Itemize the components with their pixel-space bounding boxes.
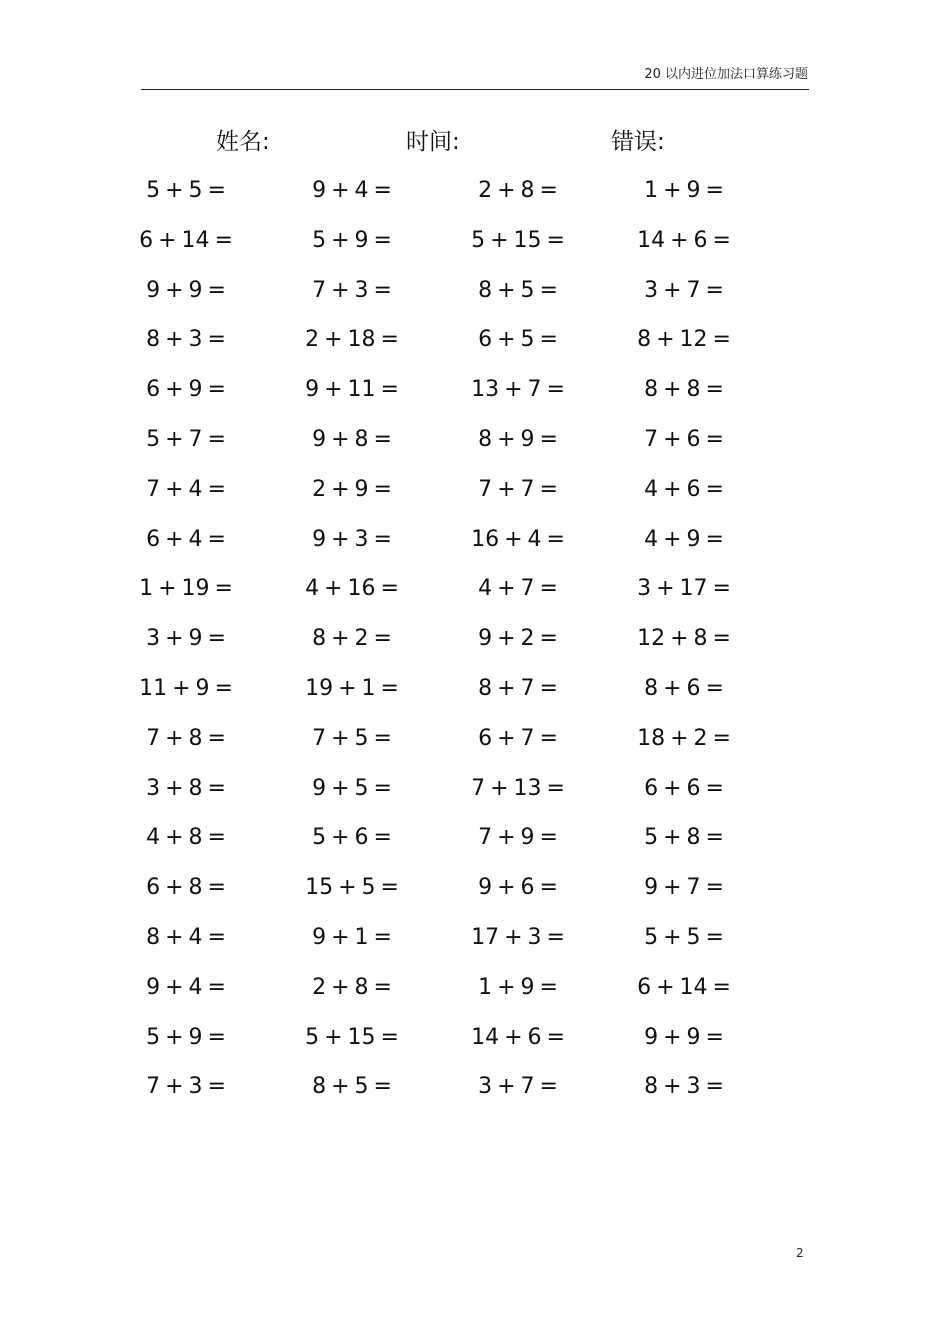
problem-item: 8 + 2 = — [312, 626, 392, 652]
problem-item: 6 + 14 = — [637, 974, 731, 1000]
problem-item: 6 + 7 = — [478, 725, 558, 751]
problem-item: 6 + 8 = — [146, 875, 226, 901]
problem-item: 1 + 19 = — [139, 576, 233, 602]
problem-item: 11 + 9 = — [139, 675, 233, 701]
problem-item: 9 + 5 = — [312, 775, 392, 801]
problem-row — [0, 919, 950, 969]
problem-item: 3 + 17 = — [637, 576, 731, 602]
problem-item: 6 + 5 = — [478, 327, 558, 353]
problem-item: 8 + 4 = — [146, 924, 226, 950]
problem-item: 5 + 6 = — [312, 825, 392, 851]
problem-item: 6 + 6 = — [644, 775, 724, 801]
time-label: 时间: — [406, 129, 460, 155]
problem-item: 8 + 3 = — [146, 327, 226, 353]
problem-row — [0, 521, 950, 571]
problem-item: 3 + 8 = — [146, 775, 226, 801]
problem-item: 7 + 7 = — [478, 476, 558, 502]
problem-item: 2 + 8 = — [312, 974, 392, 1000]
problem-item: 8 + 8 = — [644, 377, 724, 403]
problem-item: 8 + 6 = — [644, 675, 724, 701]
problem-item: 9 + 7 = — [644, 875, 724, 901]
problem-item: 3 + 9 = — [146, 626, 226, 652]
problem-item: 5 + 9 = — [146, 1024, 226, 1050]
problem-item: 18 + 2 = — [637, 725, 731, 751]
problem-item: 3 + 7 = — [478, 1074, 558, 1100]
problem-item: 8 + 9 = — [478, 426, 558, 452]
problem-item: 4 + 9 = — [644, 526, 724, 552]
problem-item: 17 + 3 = — [471, 924, 565, 950]
problem-item: 8 + 7 = — [478, 675, 558, 701]
problem-item: 4 + 6 = — [644, 476, 724, 502]
problem-item: 7 + 13 = — [471, 775, 565, 801]
problem-item: 9 + 4 = — [312, 178, 392, 203]
header-divider — [141, 89, 809, 90]
problem-item: 16 + 4 = — [471, 526, 565, 552]
problem-item: 6 + 14 = — [139, 227, 233, 253]
problem-row — [0, 172, 950, 222]
problem-row — [0, 570, 950, 620]
problem-item: 3 + 7 = — [644, 277, 724, 303]
problem-item: 2 + 9 = — [312, 476, 392, 502]
problem-item: 7 + 3 = — [146, 1074, 226, 1100]
problem-item: 7 + 6 = — [644, 426, 724, 452]
problem-item: 5 + 9 = — [312, 227, 392, 253]
problem-item: 8 + 5 = — [478, 277, 558, 303]
problem-item: 6 + 9 = — [146, 377, 226, 403]
problem-item: 9 + 4 = — [146, 974, 226, 1000]
problem-item: 7 + 4 = — [146, 476, 226, 502]
problem-row — [0, 869, 950, 919]
problem-item: 5 + 15 = — [305, 1024, 399, 1050]
problem-item: 5 + 5 = — [146, 178, 226, 203]
problem-item: 9 + 8 = — [312, 426, 392, 452]
problem-item: 9 + 2 = — [478, 626, 558, 652]
problem-row — [0, 421, 950, 471]
name-label: 姓名: — [216, 129, 270, 155]
errors-label: 错误: — [611, 129, 665, 155]
problem-item: 8 + 3 = — [644, 1074, 724, 1100]
problem-row — [0, 620, 950, 670]
problem-item: 14 + 6 = — [637, 227, 731, 253]
problem-item: 7 + 9 = — [478, 825, 558, 851]
problem-row — [0, 670, 950, 720]
problem-item: 4 + 7 = — [478, 576, 558, 602]
problem-row — [0, 720, 950, 770]
problem-item: 2 + 8 = — [478, 178, 558, 203]
problem-row — [0, 321, 950, 371]
problem-item: 5 + 8 = — [644, 825, 724, 851]
problem-item: 7 + 5 = — [312, 725, 392, 751]
problem-item: 8 + 5 = — [312, 1074, 392, 1100]
problem-row — [0, 819, 950, 869]
problem-item: 9 + 9 = — [146, 277, 226, 303]
problem-row — [0, 471, 950, 521]
problem-item: 7 + 3 = — [312, 277, 392, 303]
problem-item: 4 + 16 = — [305, 576, 399, 602]
problem-item: 9 + 1 = — [312, 924, 392, 950]
problem-item: 6 + 4 = — [146, 526, 226, 552]
problem-row — [0, 371, 950, 421]
page-number: 2 — [796, 1246, 804, 1260]
problem-row — [0, 770, 950, 820]
problem-row — [0, 222, 950, 272]
problem-item: 9 + 9 = — [644, 1024, 724, 1050]
problem-item: 8 + 12 = — [637, 327, 731, 353]
problem-item: 1 + 9 = — [644, 178, 724, 203]
problem-row — [0, 1019, 950, 1069]
problem-item: 2 + 18 = — [305, 327, 399, 353]
problem-row — [0, 1068, 950, 1118]
problem-item: 15 + 5 = — [305, 875, 399, 901]
problem-item: 9 + 6 = — [478, 875, 558, 901]
problem-item: 5 + 5 = — [644, 924, 724, 950]
problem-item: 4 + 8 = — [146, 825, 226, 851]
problem-item: 19 + 1 = — [305, 675, 399, 701]
problem-item: 14 + 6 = — [471, 1024, 565, 1050]
student-info-row — [0, 124, 950, 160]
problem-item: 13 + 7 = — [471, 377, 565, 403]
problem-grid — [0, 172, 950, 1118]
problem-item: 1 + 9 = — [478, 974, 558, 1000]
problem-row — [0, 969, 950, 1019]
problem-item: 5 + 15 = — [471, 227, 565, 253]
problem-item: 9 + 3 = — [312, 526, 392, 552]
problem-item: 5 + 7 = — [146, 426, 226, 452]
problem-row — [0, 272, 950, 322]
problem-item: 9 + 11 = — [305, 377, 399, 403]
header-title: 20 以内进位加法口算练习题 — [644, 67, 808, 82]
problem-item: 7 + 8 = — [146, 725, 226, 751]
problem-item: 12 + 8 = — [637, 626, 731, 652]
